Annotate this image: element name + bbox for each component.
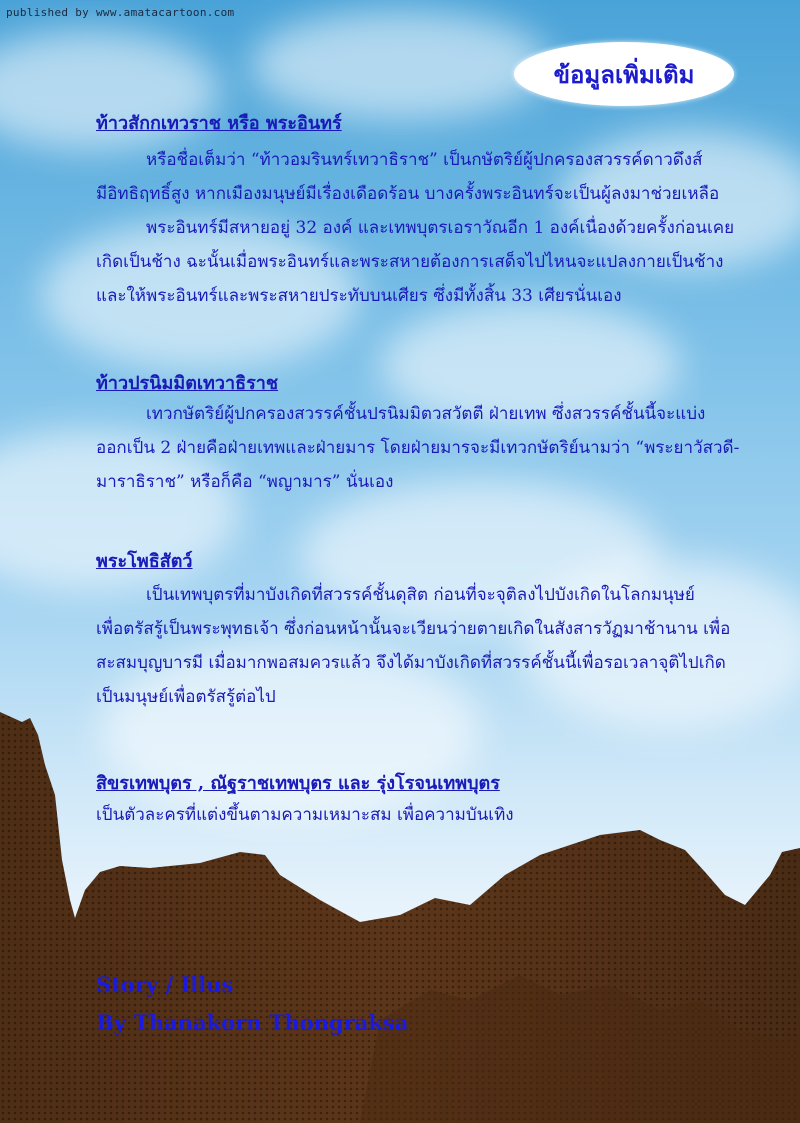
body-line: เป็นเทพบุตรที่มาบังเกิดที่สวรรค์ชั้นดุสิต ก่อนที่จะจุติลงไปบังเกิดในโลกมนุษย์ <box>146 585 695 605</box>
body-line: เป็นมนุษย์เพื่อตรัสรู้ต่อไป <box>96 687 276 707</box>
section-heading: ท้าวสักกเทวราช หรือ พระอินทร์ <box>96 113 342 134</box>
credit-story-illus: Story / Illus <box>96 972 234 997</box>
publisher-credit: published by www.amatacartoon.com <box>6 6 235 19</box>
body-line: เพื่อตรัสรู้เป็นพระพุทธเจ้า ซึ่งก่อนหน้านั้นจะเวียนว่ายตายเกิดในสังสารวัฏมาช้านาน เพื่อ <box>96 619 731 639</box>
credit-author: By Thanakorn Thongraksa <box>96 1010 409 1035</box>
section-heading: สิขรเทพบุตร , ณัฐราชเทพบุตร และ รุ่งโรจนเทพบุตร <box>96 773 500 794</box>
title-badge <box>514 42 734 106</box>
body-line: เทวกษัตริย์ผู้ปกครองสวรรค์ชั้นปรนิมมิตวสวัตตี ฝ่ายเทพ ซึ่งสวรรค์ชั้นนี้จะแบ่ง <box>146 404 706 424</box>
body-line: มีอิทธิฤทธิ์สูง หากเมืองมนุษย์มีเรื่องเดือดร้อน บางครั้งพระอินทร์จะเป็นผู้ลงมาช่วยเหลือ <box>96 184 720 204</box>
section-heading: พระโพธิสัตว์ <box>96 551 193 572</box>
body-line: พระอินทร์มีสหายอยู่ 32 องค์ และเทพบุตรเอราวัณอีก 1 องค์เนื่องด้วยครั้งก่อนเคย <box>146 218 735 238</box>
body-line: และให้พระอินทร์และพระสหายประทับบนเศียร ซึ่งมีทั้งสิ้น 33 เศียรนั่นเอง <box>96 286 622 306</box>
section-body <box>96 397 756 499</box>
body-line: ออกเป็น 2 ฝ่ายคือฝ่ายเทพและฝ่ายมาร โดยฝ่ายมารจะมีเทวกษัตริย์นามว่า “พระยาวัสวดี- <box>96 438 740 458</box>
body-line: มาราธิราช” หรือก็คือ “พญามาร” นั่นเอง <box>96 472 394 492</box>
badge-title: ข้อมูลเพิ่มเติม <box>553 59 695 89</box>
section-heading: ท้าวปรนิมมิตเทวาธิราช <box>96 373 279 394</box>
section-body <box>96 798 756 832</box>
body-line: สะสมบุญบารมี เมื่อมากพอสมควรแล้ว จึงได้มาบังเกิดที่สวรรค์ชั้นนี้เพื่อรอเวลาจุติไปเกิด <box>96 653 726 673</box>
body-line: หรือชื่อเต็มว่า “ท้าวอมรินทร์เทวาธิราช” เป็นกษัตริย์ผู้ปกครองสวรรค์ดาวดึงส์ <box>146 150 703 170</box>
body-line: เกิดเป็นช้าง ฉะนั้นเมื่อพระอินทร์และพระสหายต้องการเสด็จไปไหนจะแปลงกายเป็นช้าง <box>96 252 724 272</box>
section-body <box>96 143 756 313</box>
section-body <box>96 578 756 714</box>
body-line: เป็นตัวละครที่แต่งขึ้นตามความเหมาะสม เพื่อความบันเทิง <box>96 805 514 825</box>
